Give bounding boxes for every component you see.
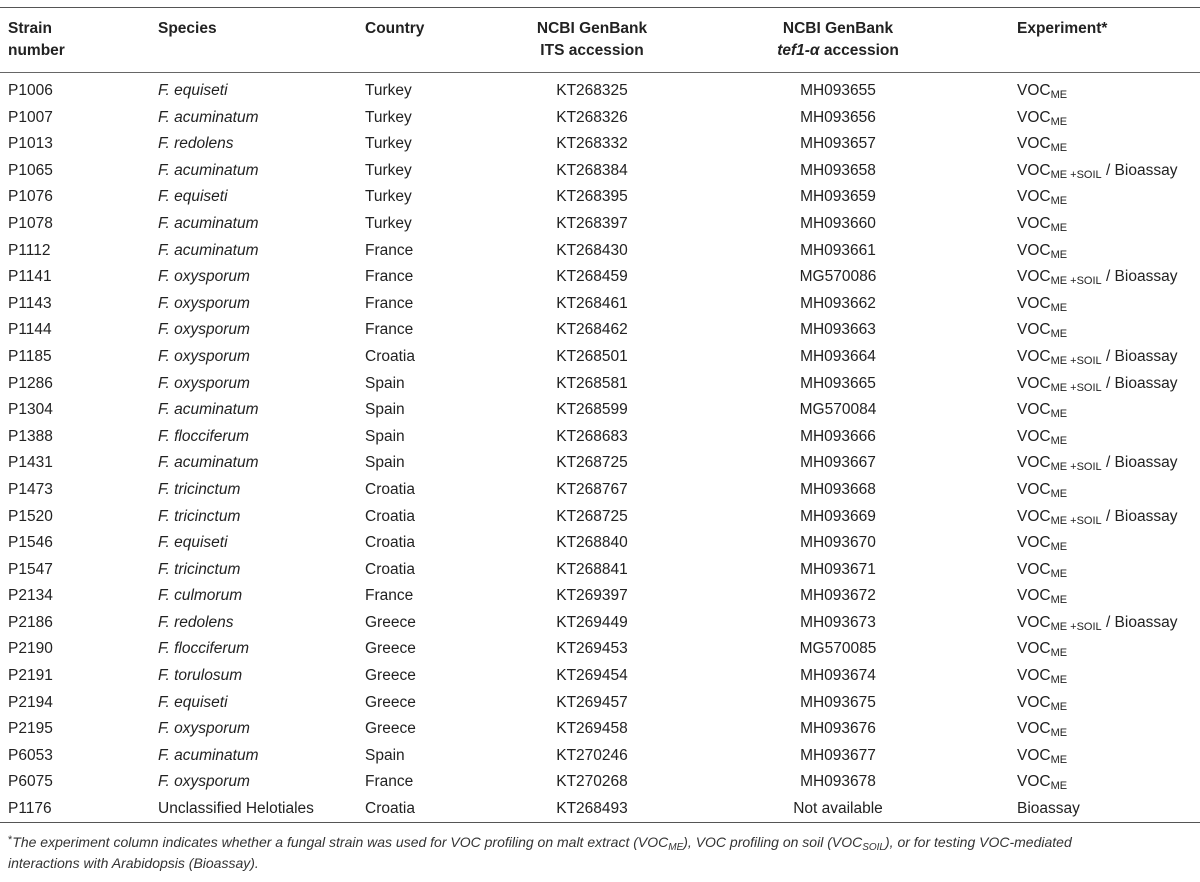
table-header-rule xyxy=(0,72,1200,73)
experiment-main: VOC xyxy=(1017,214,1051,232)
cell-its-accession: KT268841 xyxy=(556,560,628,578)
cell-its-accession: KT269397 xyxy=(556,587,628,605)
cell-its-accession: KT269457 xyxy=(556,693,628,711)
experiment-sub-me: ME xyxy=(1050,700,1068,713)
table-row xyxy=(0,557,1200,584)
experiment-main: VOC xyxy=(1017,294,1051,312)
cell-tef-accession: MH093674 xyxy=(800,667,876,685)
table-row xyxy=(0,583,1200,610)
experiment-sub-me: ME xyxy=(1050,541,1068,554)
experiment-sub-me: ME xyxy=(1050,434,1068,447)
cell-its-accession: KT269454 xyxy=(556,667,628,685)
experiment-main: VOC xyxy=(1017,507,1051,525)
experiment-main: VOC xyxy=(1017,108,1051,126)
cell-strain: P1144 xyxy=(8,321,52,339)
cell-its-accession: KT268581 xyxy=(556,374,628,392)
cell-its-accession: KT268459 xyxy=(556,268,628,286)
cell-tef-accession: MH093666 xyxy=(800,427,876,445)
header-tef-line2 xyxy=(728,40,948,62)
experiment-bioassay: / Bioassay xyxy=(1101,347,1178,365)
cell-species: F. acuminatum xyxy=(158,401,259,419)
cell-tef-accession: MH093664 xyxy=(800,347,876,365)
header-tef xyxy=(728,18,948,62)
experiment-sub-me: ME xyxy=(1050,142,1068,155)
cell-species: F. tricinctum xyxy=(158,480,241,498)
cell-tef-accession: MH093662 xyxy=(800,294,876,312)
cell-country: Turkey xyxy=(365,135,412,153)
cell-its-accession: KT268501 xyxy=(556,347,628,365)
experiment-bioassay: / Bioassay xyxy=(1101,613,1178,631)
cell-experiment xyxy=(1017,184,1067,210)
experiment-sub-me: ME xyxy=(1050,461,1068,474)
cell-strain: P6053 xyxy=(8,746,53,764)
cell-species: F. oxysporum xyxy=(158,720,250,738)
table-row xyxy=(0,264,1200,291)
cell-country: France xyxy=(365,773,414,791)
experiment-main: VOC xyxy=(1017,347,1051,365)
experiment-sub-me: ME xyxy=(1050,753,1068,766)
experiment-sub-me: ME xyxy=(1050,408,1068,421)
cell-tef-accession: MH093669 xyxy=(800,507,876,525)
cell-experiment xyxy=(1017,105,1067,131)
cell-experiment xyxy=(1017,690,1067,716)
header-tef-accession: accession xyxy=(823,42,899,59)
cell-strain: P1143 xyxy=(8,294,52,312)
experiment-main: VOC xyxy=(1017,480,1051,498)
table-row xyxy=(0,131,1200,158)
experiment-sub-me: ME xyxy=(1050,301,1068,314)
experiment-main: VOC xyxy=(1017,188,1051,206)
cell-strain: P1547 xyxy=(8,560,53,578)
cell-tef-accession: MH093661 xyxy=(800,241,876,259)
cell-strain: P2195 xyxy=(8,720,53,738)
footnote-sub-me: ME xyxy=(668,842,684,853)
table-row xyxy=(0,504,1200,531)
cell-strain: P2190 xyxy=(8,640,53,658)
cell-species: F. equiseti xyxy=(158,82,228,99)
table-body xyxy=(0,78,1200,823)
cell-experiment xyxy=(1017,158,1177,184)
experiment-main: VOC xyxy=(1017,640,1051,658)
cell-experiment xyxy=(1017,716,1067,742)
cell-its-accession: KT268462 xyxy=(556,321,628,339)
cell-strain: P2191 xyxy=(8,667,53,685)
cell-experiment xyxy=(1017,424,1067,450)
experiment-sub-soil: +SOIL xyxy=(1067,354,1102,367)
table-header xyxy=(0,18,1200,64)
cell-experiment xyxy=(1017,131,1067,157)
experiment-main: VOC xyxy=(1017,454,1051,472)
cell-experiment xyxy=(1017,477,1067,503)
cell-species: F. redolens xyxy=(158,135,234,153)
cell-experiment xyxy=(1017,636,1067,662)
cell-species: F. acuminatum xyxy=(158,214,259,232)
experiment-sub-me: ME xyxy=(1050,328,1068,341)
experiment-sub-me: ME xyxy=(1050,354,1068,367)
experiment-bioassay: / Bioassay xyxy=(1101,507,1178,525)
experiment-main: VOC xyxy=(1017,374,1051,392)
cell-its-accession: KT269453 xyxy=(556,640,628,658)
table-row xyxy=(0,291,1200,318)
footnote-text-2: ), VOC profiling on soil (VOC xyxy=(683,834,863,850)
cell-country: Turkey xyxy=(365,82,412,99)
experiment-main: VOC xyxy=(1017,560,1051,578)
header-species: Species xyxy=(158,20,217,37)
cell-its-accession: KT269458 xyxy=(556,720,628,738)
table-row xyxy=(0,716,1200,743)
cell-country: Croatia xyxy=(365,534,415,552)
experiment-sub-soil: +SOIL xyxy=(1067,275,1102,288)
cell-country: Greece xyxy=(365,720,416,738)
table-row xyxy=(0,158,1200,185)
cell-tef-accession: MH093665 xyxy=(800,374,876,392)
experiment-sub-me: ME xyxy=(1050,168,1068,181)
experiment-sub-soil: +SOIL xyxy=(1067,514,1102,527)
cell-country: Spain xyxy=(365,374,405,392)
experiment-main: VOC xyxy=(1017,613,1051,631)
cell-country: Croatia xyxy=(365,800,415,818)
table-row xyxy=(0,477,1200,504)
cell-tef-accession: MH093671 xyxy=(800,560,876,578)
experiment-main: VOC xyxy=(1017,427,1051,445)
cell-species: F. acuminatum xyxy=(158,454,259,472)
cell-country: Croatia xyxy=(365,560,415,578)
experiment-sub-me: ME xyxy=(1050,514,1068,527)
header-experiment: Experiment* xyxy=(1017,20,1108,37)
experiment-sub-me: ME xyxy=(1050,780,1068,793)
cell-experiment xyxy=(1017,610,1177,636)
table-row xyxy=(0,397,1200,424)
experiment-sub-soil: +SOIL xyxy=(1067,461,1102,474)
cell-experiment xyxy=(1017,78,1067,104)
cell-country: Greece xyxy=(365,640,416,658)
cell-strain: P1473 xyxy=(8,480,53,498)
cell-strain: P1078 xyxy=(8,214,53,232)
cell-species: F. equiseti xyxy=(158,188,228,206)
header-strain xyxy=(8,18,65,62)
cell-experiment xyxy=(1017,504,1177,530)
cell-its-accession: KT268384 xyxy=(556,161,628,179)
cell-its-accession: KT268767 xyxy=(556,480,628,498)
cell-tef-accession: MG570084 xyxy=(799,401,877,419)
cell-species: F. culmorum xyxy=(158,587,243,605)
cell-country: Turkey xyxy=(365,161,412,179)
cell-experiment xyxy=(1017,238,1067,264)
cell-tef-accession: MG570086 xyxy=(799,268,877,286)
cell-species: F. redolens xyxy=(158,613,234,631)
experiment-sub-me: ME xyxy=(1050,115,1068,128)
experiment-main: VOC xyxy=(1017,135,1051,153)
experiment-sub-me: ME xyxy=(1050,674,1068,687)
table-row xyxy=(0,371,1200,398)
cell-experiment xyxy=(1017,291,1067,317)
cell-strain: P1176 xyxy=(8,800,52,818)
header-its-line2: ITS accession xyxy=(540,42,644,59)
footnote-marker: * xyxy=(8,834,13,846)
cell-species: F. equiseti xyxy=(158,693,228,711)
cell-species: F. torulosum xyxy=(158,667,243,685)
cell-tef-accession: MH093659 xyxy=(800,188,876,206)
experiment-main: VOC xyxy=(1017,82,1051,99)
cell-its-accession: KT268599 xyxy=(556,401,628,419)
cell-tef-accession: MH093672 xyxy=(800,587,876,605)
cell-strain: P1007 xyxy=(8,108,53,126)
cell-country: Greece xyxy=(365,693,416,711)
cell-its-accession: KT268725 xyxy=(556,454,628,472)
cell-country: France xyxy=(365,587,414,605)
cell-country: Spain xyxy=(365,746,405,764)
cell-tef-accession: MH093675 xyxy=(800,693,876,711)
experiment-main: VOC xyxy=(1017,693,1051,711)
header-its-line1: NCBI GenBank xyxy=(536,20,648,37)
cell-strain: P2194 xyxy=(8,693,53,711)
cell-species: F. oxysporum xyxy=(158,268,250,286)
cell-tef-accession: MH093667 xyxy=(800,454,876,472)
table-row xyxy=(0,184,1200,211)
experiment-sub-me: ME xyxy=(1050,567,1068,580)
experiment-sub-me: ME xyxy=(1050,275,1068,288)
cell-its-accession: KT268725 xyxy=(556,507,628,525)
cell-species: F. acuminatum xyxy=(158,161,259,179)
footnote-text-4: interactions with Arabidopsis (Bioassay). xyxy=(8,855,259,871)
header-its xyxy=(482,18,702,62)
experiment-main: VOC xyxy=(1017,161,1051,179)
footnote-text-3: ), or for testing VOC-mediated xyxy=(885,834,1072,850)
table-row xyxy=(0,769,1200,796)
cell-tef-accession: Not available xyxy=(793,800,883,818)
table-row xyxy=(0,344,1200,371)
table-row xyxy=(0,211,1200,238)
cell-species: F. equiseti xyxy=(158,534,228,552)
cell-species: F. acuminatum xyxy=(158,108,259,126)
cell-its-accession: KT268332 xyxy=(556,135,628,153)
experiment-sub-soil: +SOIL xyxy=(1067,620,1102,633)
table-row xyxy=(0,796,1200,823)
cell-species: F. flocciferum xyxy=(158,640,250,658)
cell-experiment xyxy=(1017,211,1067,237)
cell-strain: P1520 xyxy=(8,507,53,525)
cell-tef-accession: MH093673 xyxy=(800,613,876,631)
cell-country: Greece xyxy=(365,613,416,631)
cell-strain: P1431 xyxy=(8,454,53,472)
cell-strain: P2186 xyxy=(8,613,53,631)
cell-species: F. acuminatum xyxy=(158,746,259,764)
experiment-main: VOC xyxy=(1017,268,1051,286)
cell-strain: P1076 xyxy=(8,188,53,206)
experiment-sub-me: ME xyxy=(1050,195,1068,208)
cell-country: Croatia xyxy=(365,480,415,498)
header-tef-line1: NCBI GenBank xyxy=(782,20,894,37)
cell-its-accession: KT268325 xyxy=(556,82,628,99)
table-row xyxy=(0,105,1200,132)
table-row xyxy=(0,690,1200,717)
cell-tef-accession: MH093668 xyxy=(800,480,876,498)
cell-strain: P1286 xyxy=(8,374,53,392)
cell-tef-accession: MH093655 xyxy=(800,82,876,99)
cell-experiment xyxy=(1017,264,1177,290)
cell-strain: P1112 xyxy=(8,241,51,259)
table-row xyxy=(0,78,1200,105)
cell-its-accession: KT268461 xyxy=(556,294,628,312)
table-top-rule xyxy=(0,7,1200,8)
cell-country: France xyxy=(365,321,414,339)
cell-tef-accession: MH093677 xyxy=(800,746,876,764)
cell-country: Turkey xyxy=(365,214,412,232)
footnote-sub-soil: SOIL xyxy=(862,842,885,853)
cell-strain: P2134 xyxy=(8,587,53,605)
experiment-sub-me: ME xyxy=(1050,487,1068,500)
table-bottom-rule xyxy=(0,822,1200,823)
cell-tef-accession: MH093660 xyxy=(800,214,876,232)
experiment-sub-me: ME xyxy=(1050,620,1068,633)
cell-experiment xyxy=(1017,344,1177,370)
table-row xyxy=(0,238,1200,265)
cell-country: Spain xyxy=(365,401,405,419)
cell-country: Croatia xyxy=(365,347,415,365)
cell-experiment xyxy=(1017,769,1067,795)
experiment-bioassay: / Bioassay xyxy=(1101,454,1178,472)
table-row xyxy=(0,663,1200,690)
experiment-main: VOC xyxy=(1017,720,1051,738)
header-strain-line1: Strain xyxy=(8,20,52,37)
experiment-bioassay: / Bioassay xyxy=(1101,161,1178,179)
cell-experiment xyxy=(1017,450,1177,476)
cell-species: F. tricinctum xyxy=(158,507,241,525)
table-footnote xyxy=(8,830,1193,874)
cell-its-accession: KT269449 xyxy=(556,613,628,631)
cell-strain: P1388 xyxy=(8,427,53,445)
cell-its-accession: KT268683 xyxy=(556,427,628,445)
cell-its-accession: KT268326 xyxy=(556,108,628,126)
experiment-main: VOC xyxy=(1017,321,1051,339)
experiment-sub-me: ME xyxy=(1050,647,1068,660)
cell-country: Turkey xyxy=(365,188,412,206)
cell-tef-accession: MG570085 xyxy=(799,640,877,658)
cell-experiment xyxy=(1017,796,1080,822)
cell-tef-accession: MH093663 xyxy=(800,321,876,339)
cell-tef-accession: MH093678 xyxy=(800,773,876,791)
cell-its-accession: KT268397 xyxy=(556,214,628,232)
experiment-sub-me: ME xyxy=(1050,221,1068,234)
experiment-main: Bioassay xyxy=(1017,800,1080,818)
experiment-sub-me: ME xyxy=(1050,594,1068,607)
cell-its-accession: KT268493 xyxy=(556,800,628,818)
cell-species: F. oxysporum xyxy=(158,773,250,791)
experiment-sub-me: ME xyxy=(1050,727,1068,740)
cell-its-accession: KT268430 xyxy=(556,241,628,259)
cell-its-accession: KT270246 xyxy=(556,746,628,764)
cell-species: Unclassified Helotiales xyxy=(158,800,314,818)
table-row xyxy=(0,610,1200,637)
experiment-sub-me: ME xyxy=(1050,381,1068,394)
cell-tef-accession: MH093656 xyxy=(800,108,876,126)
cell-species: F. oxysporum xyxy=(158,347,250,365)
cell-experiment xyxy=(1017,743,1067,769)
experiment-bioassay: / Bioassay xyxy=(1101,268,1178,286)
table-row xyxy=(0,424,1200,451)
experiment-main: VOC xyxy=(1017,773,1051,791)
cell-species: F. acuminatum xyxy=(158,241,259,259)
cell-experiment xyxy=(1017,317,1067,343)
cell-strain: P6075 xyxy=(8,773,53,791)
cell-strain: P1013 xyxy=(8,135,53,153)
table-row xyxy=(0,530,1200,557)
experiment-bioassay: / Bioassay xyxy=(1101,374,1178,392)
experiment-sub-me: ME xyxy=(1050,248,1068,261)
footnote-text-1: The experiment column indicates whether a fungal strain was used for VOC profiling on malt extract (VOC xyxy=(12,834,669,850)
experiment-main: VOC xyxy=(1017,667,1051,685)
cell-species: F. flocciferum xyxy=(158,427,250,445)
cell-experiment xyxy=(1017,530,1067,556)
cell-country: Greece xyxy=(365,667,416,685)
experiment-main: VOC xyxy=(1017,241,1051,259)
cell-its-accession: KT268395 xyxy=(556,188,628,206)
table-row xyxy=(0,743,1200,770)
cell-strain: P1304 xyxy=(8,401,53,419)
experiment-main: VOC xyxy=(1017,401,1051,419)
cell-experiment xyxy=(1017,557,1067,583)
cell-strain: P1546 xyxy=(8,534,53,552)
cell-species: F. oxysporum xyxy=(158,294,250,312)
header-country: Country xyxy=(365,20,425,37)
experiment-main: VOC xyxy=(1017,534,1051,552)
cell-country: Spain xyxy=(365,454,405,472)
table-row xyxy=(0,636,1200,663)
cell-experiment xyxy=(1017,397,1067,423)
cell-species: F. tricinctum xyxy=(158,560,241,578)
cell-country: France xyxy=(365,294,414,312)
cell-country: France xyxy=(365,241,414,259)
cell-tef-accession: MH093658 xyxy=(800,161,876,179)
cell-its-accession: KT268840 xyxy=(556,534,628,552)
cell-strain: P1185 xyxy=(8,347,52,365)
experiment-main: VOC xyxy=(1017,746,1051,764)
cell-strain: P1065 xyxy=(8,161,53,179)
table-row xyxy=(0,317,1200,344)
cell-species: F. oxysporum xyxy=(158,321,250,339)
cell-strain: P1141 xyxy=(8,268,52,286)
experiment-main: VOC xyxy=(1017,587,1051,605)
cell-country: Turkey xyxy=(365,108,412,126)
header-strain-line2: number xyxy=(8,42,65,59)
cell-experiment xyxy=(1017,663,1067,689)
cell-country: France xyxy=(365,268,414,286)
cell-species: F. oxysporum xyxy=(158,374,250,392)
cell-its-accession: KT270268 xyxy=(556,773,628,791)
cell-country: Croatia xyxy=(365,507,415,525)
header-tef-gene: tef1-α xyxy=(777,42,820,59)
cell-country: Spain xyxy=(365,427,405,445)
cell-tef-accession: MH093676 xyxy=(800,720,876,738)
cell-tef-accession: MH093657 xyxy=(800,135,876,153)
cell-experiment xyxy=(1017,371,1177,397)
experiment-sub-soil: +SOIL xyxy=(1067,381,1102,394)
cell-tef-accession: MH093670 xyxy=(800,534,876,552)
cell-strain: P1006 xyxy=(8,82,53,99)
experiment-sub-me: ME xyxy=(1050,89,1068,101)
cell-experiment xyxy=(1017,583,1067,609)
table-row xyxy=(0,450,1200,477)
experiment-sub-soil: +SOIL xyxy=(1067,168,1102,181)
